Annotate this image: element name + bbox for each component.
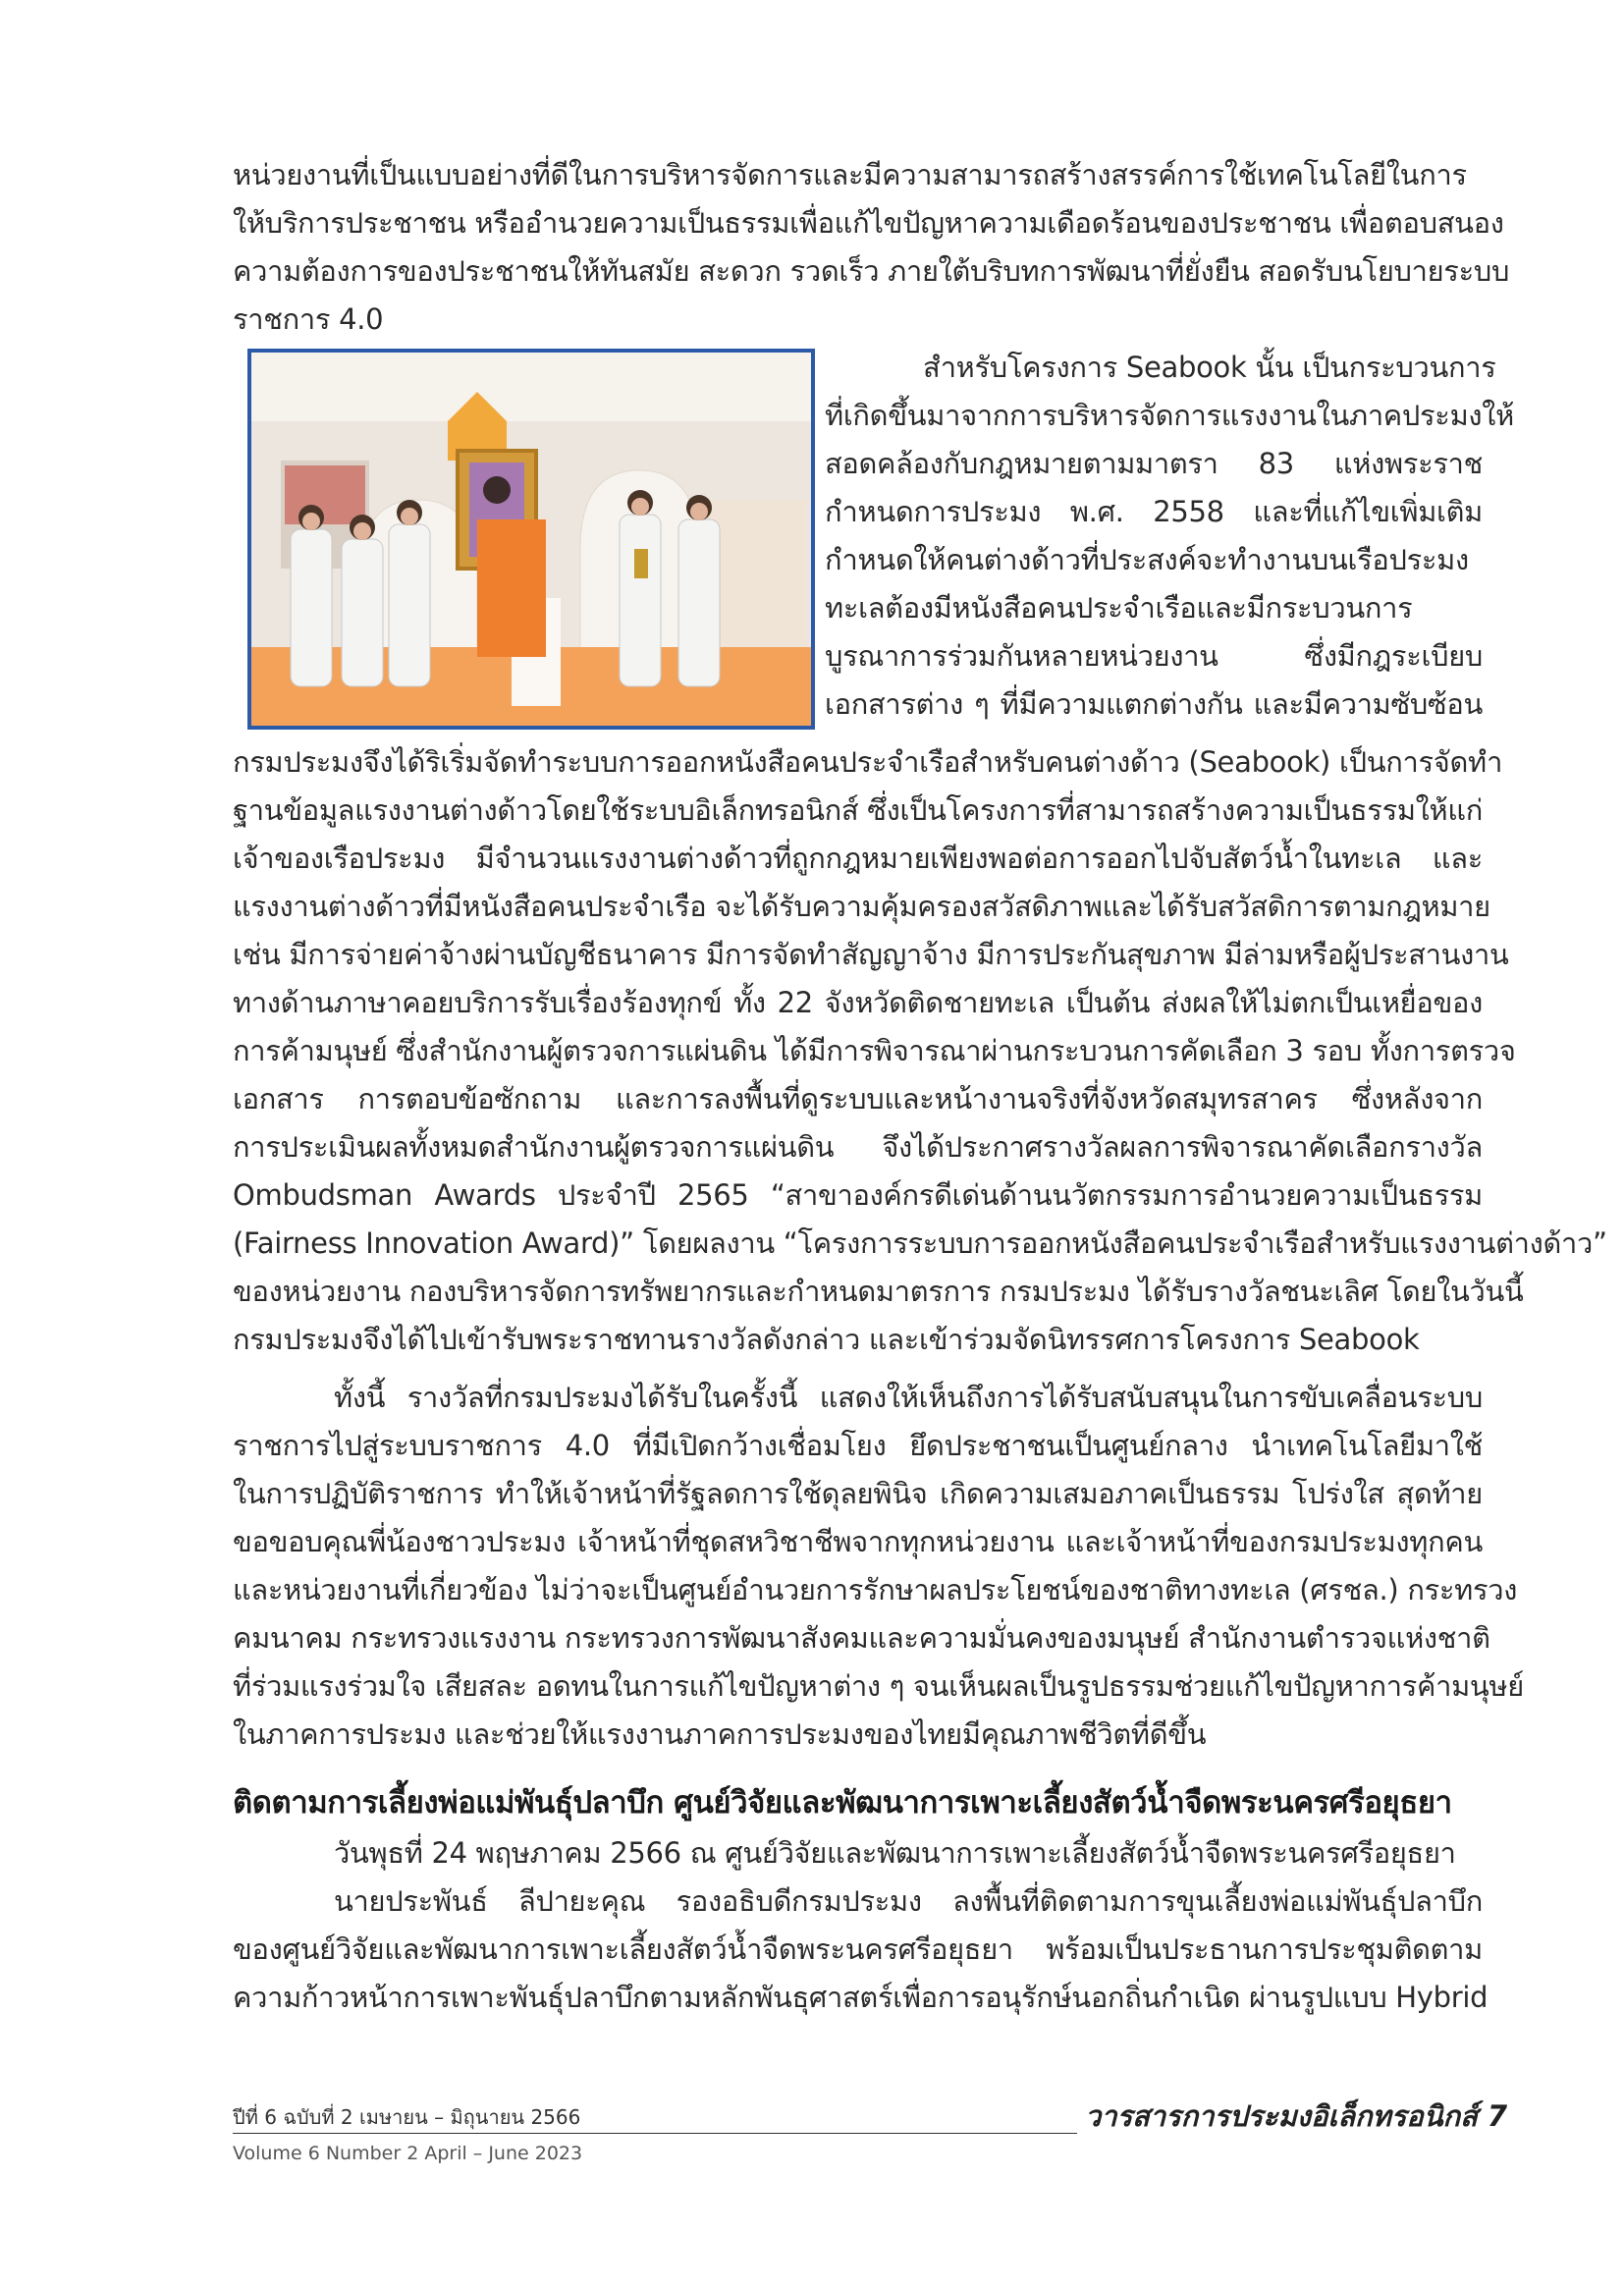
body-line: ฐานข้อมูลแรงงานต่างด้าวโดยใช้ระบบอิเล็กทรอนิกส์ ซึ่งเป็นโครงการที่สามารถสร้างความเป็นธรรมให้แก่ (233, 793, 1483, 827)
body-line: แรงงานต่างด้าวที่มีหนังสือคนประจำเรือ จะได้รับความคุ้มครองสวัสดิภาพและได้รับสวัสดิการตามกฎหมาย (233, 890, 1490, 923)
body-line: ให้บริการประชาชน หรืออำนวยความเป็นธรรมเพื่อแก้ไขปัญหาความเดือดร้อนของประชาชน เพื่อตอบสนอง (233, 206, 1504, 240)
footer-journal-title (1085, 2094, 1507, 2139)
body-line: ความก้าวหน้าการเพาะพันธุ์ปลาบึกตามหลักพันธุศาสตร์เพื่อการอนุรักษ์นอกถิ่นกำเนิด ผ่านรูปแบบ Hybrid (233, 1981, 1489, 2014)
body-line: กรมประมงจึงได้ไปเข้ารับพระราชทานรางวัลดังกล่าว และเข้าร่วมจัดนิทรรศการโครงการ Seabook (233, 1323, 1420, 1356)
body-line: (Fairness Innovation Award)” โดยผลงาน “โครงการระบบการออกหนังสือคนประจำเรือสำหรับแรงงานต่างด้าว” (233, 1226, 1607, 1260)
body-line: ทะเลต้องมีหนังสือคนประจำเรือและมีกระบวนการ (825, 591, 1413, 625)
footer-issue-english: Volume 6 Number 2 April – June 2023 (233, 2143, 583, 2164)
body-line: ราชการไปสู่ระบบราชการ 4.0 ที่มีเปิดกว้างเชื่อมโยง ยึดประชาชนเป็นศูนย์กลาง นำเทคโนโลยีมาใช้ (233, 1429, 1483, 1462)
body-line: ความต้องการของประชาชนให้ทันสมัย สะดวก รวดเร็ว ภายใต้บริบทการพัฒนาที่ยั่งยืน สอดรับนโยบายระบบ (233, 254, 1510, 288)
body-line: เจ้าของเรือประมง มีจำนวนแรงงานต่างด้าวที่ถูกกฎหมายเพียงพอต่อการออกไปจับสัตว์น้ำในทะเล และ (233, 842, 1483, 875)
body-line: เช่น มีการจ่ายค่าจ้างผ่านบัญชีธนาคาร มีการจัดทำสัญญาจ้าง มีการประกันสุขภาพ มีล่ามหรือผู้ประสานงาน (233, 938, 1509, 971)
body-line: ในภาคการประมง และช่วยให้แรงงานภาคการประมงของไทยมีคุณภาพชีวิตที่ดีขึ้น (233, 1717, 1207, 1751)
body-line: และหน่วยงานที่เกี่ยวข้อง ไม่ว่าจะเป็นศูนย์อำนวยการรักษาผลประโยชน์ของชาติทางทะเล (ศรชล.) กระทรวง (233, 1573, 1518, 1606)
footer-issue-thai: ปีที่ 6 ฉบับที่ 2 เมษายน – มิถุนายน 2566 (233, 2105, 581, 2129)
body-line: ของหน่วยงาน กองบริหารจัดการทรัพยากรและกำหนดมาตรการ กรมประมง ได้รับรางวัลชนะเลิศ โดยในวันนี้ (233, 1275, 1524, 1308)
page-number: 7 (1487, 2099, 1508, 2133)
body-line: Ombudsman Awards ประจำปี 2565 “สาขาองค์กรดีเด่นด้านนวัตกรรมการอำนวยความเป็นธรรม (233, 1178, 1483, 1212)
body-line: เอกสาร การตอบข้อซักถาม และการลงพื้นที่ดูระบบและหน้างานจริงที่จังหวัดสมุทรสาคร ซึ่งหลังจาก (233, 1082, 1483, 1116)
body-line: ทั้งนี้ รางวัลที่กรมประมงได้รับในครั้งนี้ แสดงให้เห็นถึงการได้รับสนับสนุนในการขับเคลื่อนระบบ (334, 1381, 1483, 1414)
body-line: วันพุธที่ 24 พฤษภาคม 2566 ณ ศูนย์วิจัยและพัฒนาการเพาะเลี้ยงสัตว์น้ำจืดพระนครศรีอยุธยา (334, 1836, 1456, 1870)
body-line: สำหรับโครงการ Seabook นั้น เป็นกระบวนการ (923, 351, 1496, 384)
body-line: ที่เกิดขึ้นมาจากการบริหารจัดการแรงงานในภาคประมงให้ (825, 399, 1514, 432)
body-line: กำหนดการประมง พ.ศ. 2558 และที่แก้ไขเพิ่มเติม (825, 495, 1483, 528)
body-line: ของศูนย์วิจัยและพัฒนาการเพาะเลี้ยงสัตว์น้ำจืดพระนครศรีอยุธยา พร้อมเป็นประธานการประชุมติดตาม (233, 1932, 1483, 1966)
body-line: การประเมินผลทั้งหมดสำนักงานผู้ตรวจการแผ่นดิน จึงได้ประกาศรางวัลผลการพิจารณาคัดเลือกรางวัล (233, 1130, 1483, 1164)
photo-illustration (251, 353, 811, 726)
body-line: นายประพันธ์ ลีปายะคุณ รองอธิบดีกรมประมง ลงพื้นที่ติดตามการขุนเลี้ยงพ่อแม่พันธุ์ปลาบึก (334, 1884, 1483, 1918)
journal-name: วารสารการประมงอิเล็กทรอนิกส์ (1085, 2099, 1478, 2133)
body-line: ทางด้านภาษาคอยบริการรับเรื่องร้องทุกข์ ทั้ง 22 จังหวัดติดชายทะเล เป็นต้น ส่งผลให้ไม่ตกเป็นเหยื่อของ (233, 986, 1483, 1019)
body-line: คมนาคม กระทรวงแรงงาน กระทรวงการพัฒนาสังคมและความมั่นคงของมนุษย์ สำนักงานตำรวจแห่งชาติ (233, 1621, 1490, 1655)
award-ceremony-photo (247, 349, 815, 730)
body-line: กรมประมงจึงได้ริเริ่มจัดทำระบบการออกหนังสือคนประจำเรือสำหรับคนต่างด้าว (Seabook) เป็นการจัดทำ (233, 745, 1503, 779)
body-line: ราชการ 4.0 (233, 302, 384, 336)
section-heading: ติดตามการเลี้ยงพ่อแม่พันธุ์ปลาบึก ศูนย์วิจัยและพัฒนาการเพาะเลี้ยงสัตว์น้ำจืดพระนครศรีอยุธยา (233, 1785, 1452, 1821)
body-line: การค้ามนุษย์ ซึ่งสำนักงานผู้ตรวจการแผ่นดิน ได้มีการพิจารณาผ่านกระบวนการคัดเลือก 3 รอบ ทั้งการตรวจ (233, 1034, 1516, 1067)
body-line: ที่ร่วมแรงร่วมใจ เสียสละ อดทนในการแก้ไขปัญหาต่าง ๆ จนเห็นผลเป็นรูปธรรมช่วยแก้ไขปัญหาการค้ามนุษย์ (233, 1669, 1524, 1703)
body-line: บูรณาการร่วมกันหลายหน่วยงาน ซึ่งมีกฎระเบียบ (825, 639, 1483, 673)
footer-rule (233, 2133, 1077, 2134)
body-line: เอกสารต่าง ๆ ที่มีความแตกต่างกัน และมีความซับซ้อน (825, 687, 1483, 721)
body-line: ขอขอบคุณพี่น้องชาวประมง เจ้าหน้าที่ชุดสหวิชาชีพจากทุกหน่วยงาน และเจ้าหน้าที่ของกรมประมงทุกคน (233, 1525, 1483, 1558)
body-line: ในการปฏิบัติราชการ ทำให้เจ้าหน้าที่รัฐลดการใช้ดุลยพินิจ เกิดความเสมอภาคเป็นธรรม โปร่งใส สุดท้าย (233, 1477, 1483, 1510)
body-line: กำหนดให้คนต่างด้าวที่ประสงค์จะทำงานบนเรือประมง (825, 543, 1469, 576)
body-line: หน่วยงานที่เป็นแบบอย่างที่ดีในการบริหารจัดการและมีความสามารถสร้างสรรค์การใช้เทคโนโลยีในการ (233, 158, 1467, 191)
body-line: สอดคล้องกับกฎหมายตามมาตรา 83 แห่งพระราช (825, 447, 1483, 480)
